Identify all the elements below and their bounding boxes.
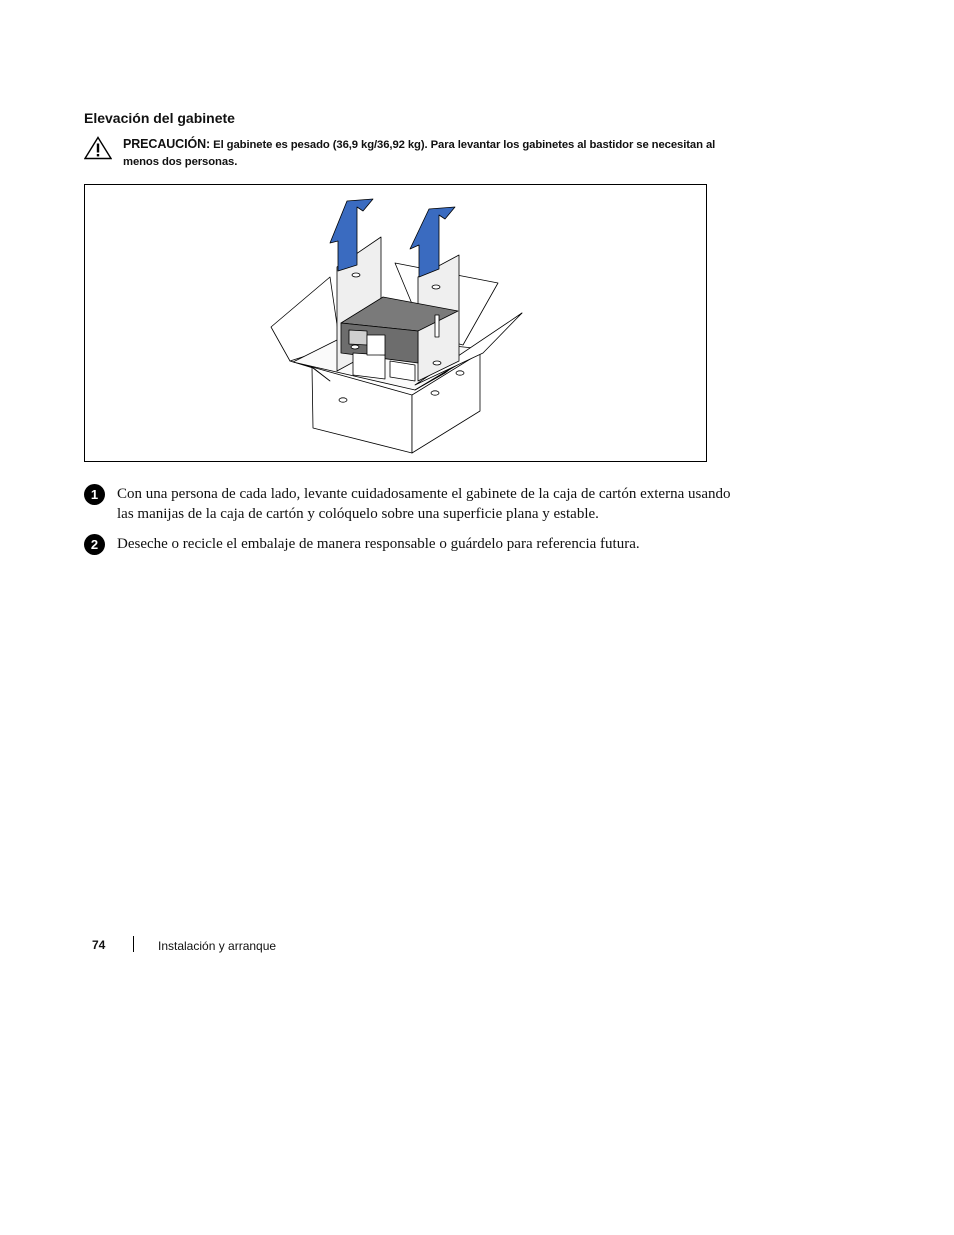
step-number-badge: 1 bbox=[84, 484, 105, 505]
caution-text bbox=[123, 136, 753, 171]
page-number: 74 bbox=[92, 938, 106, 952]
section-title: Elevación del gabinete bbox=[84, 110, 235, 126]
lift-arrows bbox=[330, 199, 455, 277]
step-number-badge: 2 bbox=[84, 534, 105, 555]
warning-triangle-icon bbox=[84, 136, 112, 160]
caution-body: El gabinete es pesado (36,9 kg/36,92 kg). Para levantar los gabinetes al bastidor se necesitan al menos dos personas. bbox=[123, 139, 716, 168]
cabinet-lift-illustration bbox=[85, 185, 708, 463]
caution-label: PRECAUCIÓN: bbox=[123, 137, 211, 151]
step-text: Con una persona de cada lado, levante cuidadosamente el gabinete de la caja de cartón externa usando las manijas de la caja de cartón y colóquelo sobre una superficie plana y estable. bbox=[117, 486, 731, 522]
footer-chapter-title: Instalación y arranque bbox=[158, 939, 277, 953]
step-text: Deseche o recicle el embalaje de manera responsable o guárdelo para referencia futura. bbox=[117, 536, 640, 552]
footer-separator bbox=[133, 936, 134, 952]
figure-unpacking-illustration bbox=[84, 184, 707, 462]
